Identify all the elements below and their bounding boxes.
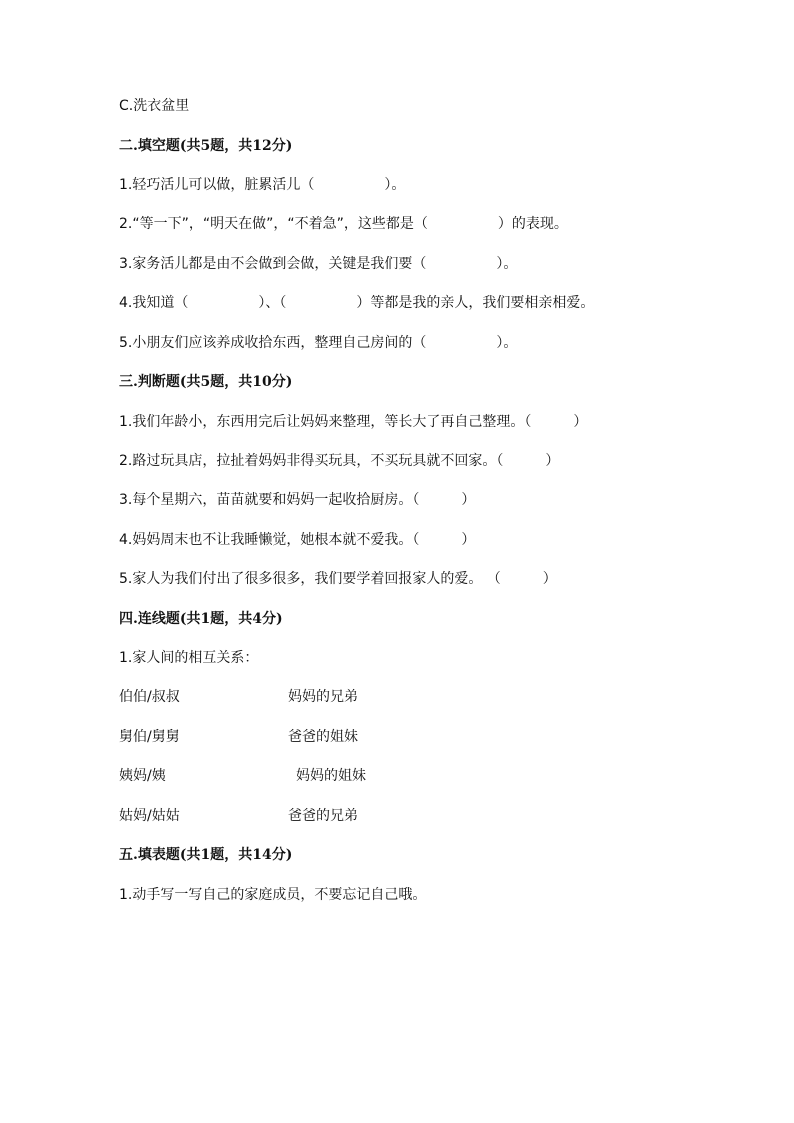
fill-blank-question-3: 3.家务活儿都是由不会做到会做，关键是我们要（ ）。 — [119, 256, 518, 272]
section-heading-fill-blank: 二.填空题(共5题，共12分) — [119, 138, 293, 154]
matching-left-item: 姨妈/姨 — [119, 768, 166, 784]
matching-right-item: 爸爸的姐妹 — [288, 729, 358, 745]
true-false-question-3: 3.每个星期六，苗苗就要和妈妈一起收拾厨房。（ ） — [119, 492, 476, 508]
option-c: C.洗衣盆里 — [119, 98, 190, 114]
matching-right-item: 妈妈的姐妹 — [296, 768, 366, 784]
matching-right-item: 妈妈的兄弟 — [288, 689, 358, 705]
fill-blank-question-4: 4.我知道（ ）、（ ）等都是我的亲人，我们要相亲相爱。 — [119, 295, 595, 311]
section-heading-fill-table: 五.填表题(共1题，共14分) — [119, 847, 293, 863]
true-false-question-1: 1.我们年龄小，东西用完后让妈妈来整理，等长大了再自己整理。（ ） — [119, 414, 588, 430]
section-heading-true-false: 三.判断题(共5题，共10分) — [119, 374, 293, 390]
fill-table-question: 1.动手写一写自己的家庭成员，不要忘记自己哦。 — [119, 887, 427, 903]
section-heading-matching: 四.连线题(共1题，共4分) — [119, 611, 283, 627]
fill-blank-question-5: 5.小朋友们应该养成收拾东西，整理自己房间的（ ）。 — [119, 335, 518, 351]
matching-question: 1.家人间的相互关系： — [119, 650, 259, 666]
matching-left-item: 舅伯/舅舅 — [119, 729, 180, 745]
fill-blank-question-2: 2.“等一下”，“明天在做”，“不着急”，这些都是（ ）的表现。 — [119, 216, 568, 232]
true-false-question-4: 4.妈妈周末也不让我睡懒觉，她根本就不爱我。（ ） — [119, 532, 476, 548]
true-false-question-2: 2.路过玩具店，拉扯着妈妈非得买玩具，不买玩具就不回家。（ ） — [119, 453, 560, 469]
fill-blank-question-1: 1.轻巧活儿可以做，脏累活儿（ ）。 — [119, 177, 406, 193]
matching-left-item: 伯伯/叔叔 — [119, 689, 180, 705]
true-false-question-5: 5.家人为我们付出了很多很多，我们要学着回报家人的爱。 （ ） — [119, 571, 557, 587]
matching-left-item: 姑妈/姑姑 — [119, 808, 180, 824]
matching-right-item: 爸爸的兄弟 — [288, 808, 358, 824]
